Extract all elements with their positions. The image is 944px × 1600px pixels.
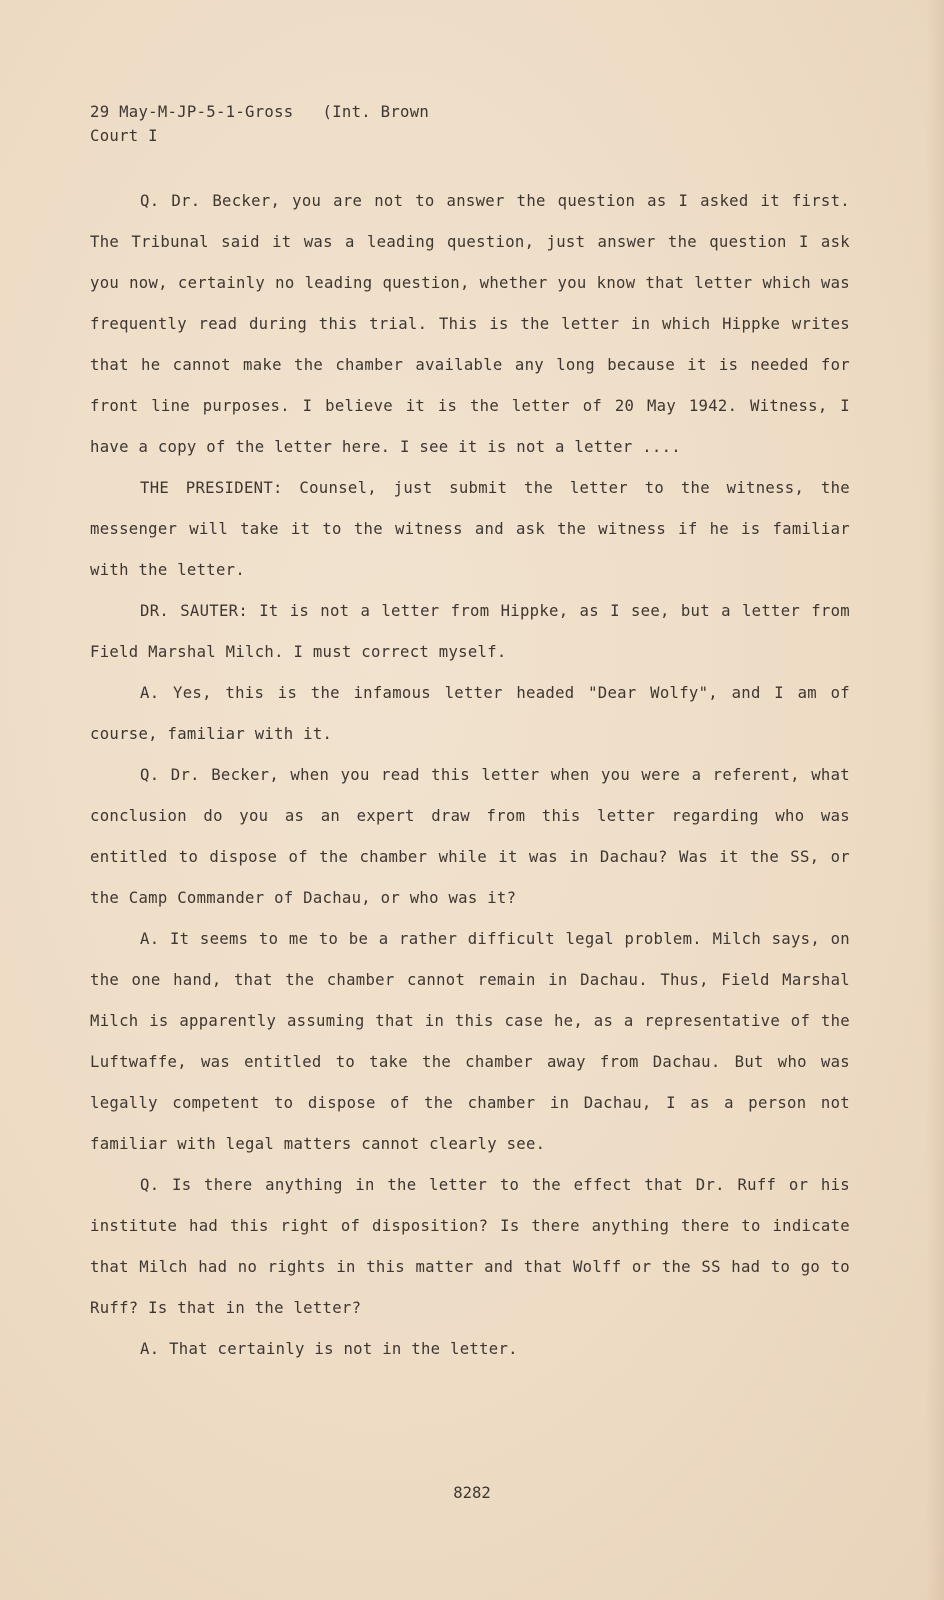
page-number: 8282	[453, 1484, 491, 1502]
paragraph-answer-3: A. That certainly is not in the letter.	[140, 1340, 518, 1358]
paragraph-question-3: Q. Is there anything in the letter to the effect that Dr. Ruff or his institute had this right of disposition? Is there anything there to indicate that Milch had no rights in this matter and that Wolff or the SS had to go to Ruff? Is that in the letter?	[90, 1176, 850, 1317]
paragraph-sauter: DR. SAUTER: It is not a letter from Hippke, as I see, but a letter from Field Marshal Milch. I must correct myself.	[90, 602, 850, 661]
header-session-line: 29 May-M-JP-5-1-Gross (Int. Brown	[90, 103, 430, 121]
transcript-body	[90, 181, 850, 1370]
paragraph-question-1: Q. Dr. Becker, you are not to answer the question as I asked it first. The Tribunal said it was a leading question, just answer the question I ask you now, certainly no leading question, whether you know that letter which was frequently read during this trial. This is the letter in which Hippke writes that he cannot make the chamber available any long because it is needed for front line purposes. I believe it is the letter of 20 May 1942. Witness, I have a copy of the letter here. I see it is not a letter ....	[90, 192, 850, 456]
paragraph-president: THE PRESIDENT: Counsel, just submit the letter to the witness, the messenger will take it to the witness and ask the witness if he is familiar with the letter.	[90, 479, 850, 579]
header-court-line: Court I	[90, 127, 158, 145]
paragraph-answer-2: A. It seems to me to be a rather difficult legal problem. Milch says, on the one hand, that the chamber cannot remain in Dachau. Thus, Field Marshal Milch is apparently assuming that in this case he, as a representative of the Luftwaffe, was entitled to take the chamber away from Dachau. But who was legally competent to dispose of the chamber in Dachau, I as a person not familiar with legal matters cannot clearly see.	[90, 930, 850, 1153]
page-edge-shadow	[926, 0, 944, 1600]
paragraph-answer-1: A. Yes, this is the infamous letter headed "Dear Wolfy", and I am of course, familiar with it.	[90, 684, 850, 743]
paragraph-question-2: Q. Dr. Becker, when you read this letter when you were a referent, what conclusion do you as an expert draw from this letter regarding who was entitled to dispose of the chamber while it was in Dachau? Was it the SS, or the Camp Commander of Dachau, or who was it?	[90, 766, 850, 907]
typed-transcript	[90, 100, 850, 1370]
